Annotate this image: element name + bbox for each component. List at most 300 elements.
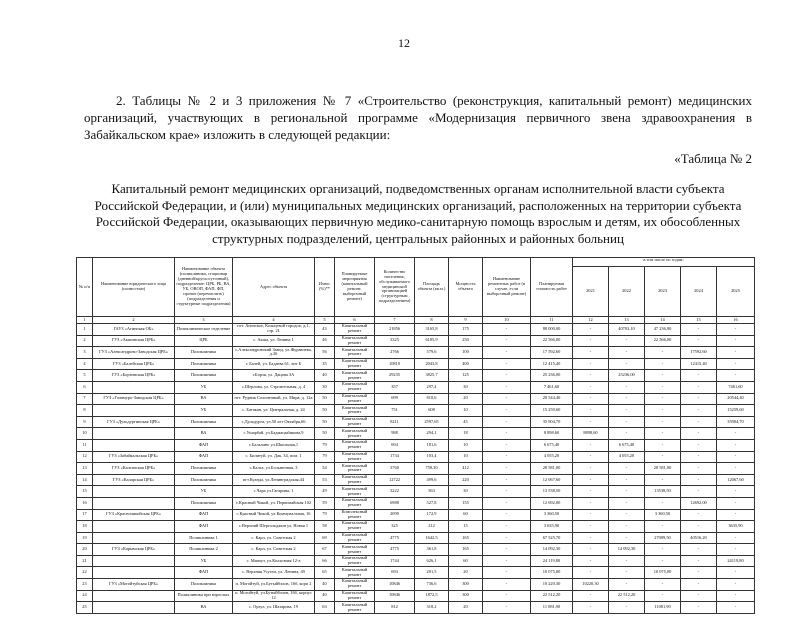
cost-2022: - bbox=[609, 555, 645, 567]
planned-cost: 10 220,30 bbox=[531, 579, 573, 591]
cost-2022: - bbox=[609, 381, 645, 393]
cost-2022: - bbox=[609, 509, 645, 521]
row-number: 9 bbox=[77, 416, 93, 428]
header-year: 2021 bbox=[573, 267, 609, 317]
cost-2022: - bbox=[609, 428, 645, 440]
capital-repair-table bbox=[76, 257, 755, 614]
object-name: Поликлиника bbox=[175, 347, 233, 359]
cost-2023: - bbox=[645, 497, 681, 509]
object-address: с.Александровский Завод, ул.Журавлева, д.26 bbox=[233, 347, 315, 359]
population: 1734 bbox=[375, 451, 415, 463]
column-number: 3 bbox=[175, 317, 233, 324]
cost-2024: - bbox=[681, 439, 717, 451]
capacity: 250 bbox=[449, 335, 483, 347]
object-address: с. Маноут, ул.Колхозная 12-а bbox=[233, 555, 315, 567]
planned-measures: Капитальный ремонт bbox=[335, 324, 375, 336]
capacity: 300 bbox=[449, 579, 483, 591]
table-row bbox=[77, 324, 755, 336]
wear-percent: 40 bbox=[315, 590, 335, 602]
header-org: Наименование юридического лица (полностью) bbox=[93, 258, 175, 317]
object-address: с. Орзул, ул. Шазарова, 19 bbox=[233, 602, 315, 614]
cost-2021: - bbox=[573, 602, 609, 614]
cost-2022: - bbox=[609, 602, 645, 614]
wear-percent: 54 bbox=[315, 463, 335, 475]
table-row bbox=[77, 590, 755, 602]
object-name: ВА bbox=[175, 393, 233, 405]
row-number: 16 bbox=[77, 497, 93, 509]
planned-cost: 22 512,20 bbox=[531, 590, 573, 602]
table-row bbox=[77, 381, 755, 393]
cost-2023: 47 236,90 bbox=[645, 324, 681, 336]
planned-cost: 22 566,00 bbox=[531, 335, 573, 347]
planned-measures: Капитальный ремонт bbox=[335, 428, 375, 440]
cost-2021: - bbox=[573, 451, 609, 463]
cost-2023: 10 075,00 bbox=[645, 567, 681, 579]
population: 693 bbox=[375, 567, 415, 579]
object-name: ВА bbox=[175, 602, 233, 614]
row-number: 5 bbox=[77, 370, 93, 382]
area: 361,8 bbox=[415, 544, 449, 556]
cost-2021: 8898,60 bbox=[573, 428, 609, 440]
cost-2024: - bbox=[681, 474, 717, 486]
column-number: 10 bbox=[483, 317, 531, 324]
cost-2024: - bbox=[681, 555, 717, 567]
population: 4775 bbox=[375, 544, 415, 556]
cost-2023: - bbox=[645, 590, 681, 602]
cost-2025: - bbox=[717, 463, 755, 475]
planned-cost: 14 092,30 bbox=[531, 544, 573, 556]
cost-2023: - bbox=[645, 405, 681, 417]
row-number: 2 bbox=[77, 335, 93, 347]
object-address: с.Шерлова, ул. Строительная, д. 4 bbox=[233, 381, 315, 393]
column-number: 7 bbox=[375, 317, 415, 324]
object-name: Поликлиника 1 bbox=[175, 532, 233, 544]
cost-2024: - bbox=[681, 393, 717, 405]
capacity: 20 bbox=[449, 393, 483, 405]
cost-2023: 27009,50 bbox=[645, 532, 681, 544]
table-title: Капитальный ремонт медицинских организаций, подведомственных органам исполнительной власти субъекта Российской Федерации, и (или) муниципальных медицинских организаций, расположенных на территории субъекта Российской Федерации, оказывающих первичную медико-санитарную помощь взрослым и детям, их обособленных структурных подразделений, центральных районных и районных больниц bbox=[94, 181, 742, 246]
capacity: 400 bbox=[449, 358, 483, 370]
header-year: 2023 bbox=[645, 267, 681, 317]
cost-2024: - bbox=[681, 521, 717, 533]
column-number: 14 bbox=[645, 317, 681, 324]
org-name: ГУЗ «Газимуро-Заводская ЦРБ» bbox=[93, 393, 175, 405]
cost-2024: - bbox=[681, 544, 717, 556]
row-number: 22 bbox=[77, 567, 93, 579]
object-address: с.Ушарбай, ул.Бадмацыбикова,9 bbox=[233, 428, 315, 440]
capacity: 45 bbox=[449, 416, 483, 428]
cost-2025: - bbox=[717, 428, 755, 440]
capacity: 10 bbox=[449, 451, 483, 463]
cost-2022: - bbox=[609, 567, 645, 579]
cost-2023: - bbox=[645, 347, 681, 359]
population: 10846 bbox=[375, 590, 415, 602]
row-number: 13 bbox=[77, 463, 93, 475]
area: 103,4 bbox=[415, 451, 449, 463]
cost-2021: - bbox=[573, 324, 609, 336]
table-row bbox=[77, 602, 755, 614]
planned-cost: 3 635,90 bbox=[531, 521, 573, 533]
population: 10810 bbox=[375, 358, 415, 370]
area: 626,1 bbox=[415, 555, 449, 567]
org-name: ГУЗ «Забайкальская ЦРБ» bbox=[93, 451, 175, 463]
area: 736,6 bbox=[415, 579, 449, 591]
planned-cost: 17 592,60 bbox=[531, 347, 573, 359]
cost-2021: 10220,30 bbox=[573, 579, 609, 591]
area: 318,2 bbox=[415, 602, 449, 614]
org-name bbox=[93, 486, 175, 498]
planned-measures: Комплексный ремонт bbox=[335, 509, 375, 521]
cost-2023: 13538,50 bbox=[645, 486, 681, 498]
wear-percent: 79 bbox=[315, 509, 335, 521]
cost-2021: - bbox=[573, 532, 609, 544]
wear-percent: 56 bbox=[315, 347, 335, 359]
works: - bbox=[483, 347, 531, 359]
row-number: 4 bbox=[77, 358, 93, 370]
object-address: пгт.Куанда, ул.Ленинградская,44 bbox=[233, 474, 315, 486]
cost-2023: - bbox=[645, 393, 681, 405]
column-number: 13 bbox=[609, 317, 645, 324]
column-number: 12 bbox=[573, 317, 609, 324]
planned-cost: 88 000,00 bbox=[531, 324, 573, 336]
table-row bbox=[77, 486, 755, 498]
cost-2024: - bbox=[681, 381, 717, 393]
cost-2023: - bbox=[645, 451, 681, 463]
area: 563 bbox=[415, 486, 449, 498]
cost-2021: - bbox=[573, 521, 609, 533]
works: - bbox=[483, 335, 531, 347]
org-name bbox=[93, 555, 175, 567]
table-row bbox=[77, 393, 755, 405]
works: - bbox=[483, 497, 531, 509]
table-row bbox=[77, 521, 755, 533]
capacity: 155 bbox=[449, 497, 483, 509]
cost-2023: 3 360,50 bbox=[645, 509, 681, 521]
area: 3825,7 bbox=[415, 370, 449, 382]
column-number: 4 bbox=[233, 317, 315, 324]
area: 2597,65 bbox=[415, 416, 449, 428]
cost-2024: 17592,60 bbox=[681, 347, 717, 359]
cost-2021: - bbox=[573, 358, 609, 370]
wear-percent: 35 bbox=[315, 358, 335, 370]
population: 21856 bbox=[375, 324, 415, 336]
org-name: ГУЗ «Дульдургинская ЦРБ» bbox=[93, 416, 175, 428]
area: 1872,5 bbox=[415, 590, 449, 602]
row-number: 7 bbox=[77, 393, 93, 405]
wear-percent: 46 bbox=[315, 335, 335, 347]
object-address: г. Балей, ул. Бадаева 61, лит Б bbox=[233, 358, 315, 370]
table-row bbox=[77, 416, 755, 428]
table-row bbox=[77, 567, 755, 579]
population: 812 bbox=[375, 602, 415, 614]
capacity: 10 bbox=[449, 439, 483, 451]
wear-percent: 67 bbox=[315, 544, 335, 556]
cost-2024: 40516,20 bbox=[681, 532, 717, 544]
object-address: пгт. Агинское, Кольцевой городок, д.1, стр. 21 bbox=[233, 324, 315, 336]
works: - bbox=[483, 393, 531, 405]
org-name bbox=[93, 439, 175, 451]
table-caption: «Таблица № 2 bbox=[674, 151, 752, 166]
works: - bbox=[483, 381, 531, 393]
table-row bbox=[77, 405, 755, 417]
cost-2021: - bbox=[573, 439, 609, 451]
org-name bbox=[93, 567, 175, 579]
population: 4775 bbox=[375, 532, 415, 544]
planned-cost: 67 525,70 bbox=[531, 532, 573, 544]
cost-2021: - bbox=[573, 509, 609, 521]
planned-measures: Капитальный ремонт bbox=[335, 590, 375, 602]
org-name: ГУЗ «Красночикойская ЦРБ» bbox=[93, 509, 175, 521]
cost-2025: - bbox=[717, 451, 755, 463]
page-number: 12 bbox=[398, 36, 410, 50]
wear-percent: 40 bbox=[315, 579, 335, 591]
planned-measures: Капитальный ремонт bbox=[335, 567, 375, 579]
row-number: 18 bbox=[77, 521, 93, 533]
planned-cost: 11 081,90 bbox=[531, 602, 573, 614]
cost-2023: - bbox=[645, 439, 681, 451]
works: - bbox=[483, 579, 531, 591]
cost-2022: - bbox=[609, 347, 645, 359]
cost-2025: - bbox=[717, 567, 755, 579]
table-row bbox=[77, 358, 755, 370]
population: 2766 bbox=[375, 347, 415, 359]
planned-measures: Капитальный ремонт bbox=[335, 451, 375, 463]
cost-2025: - bbox=[717, 509, 755, 521]
capacity: 165 bbox=[449, 532, 483, 544]
population: 357 bbox=[375, 381, 415, 393]
object-address: с. Акша, ул. Ленина 1 bbox=[233, 335, 315, 347]
cost-2025: - bbox=[717, 532, 755, 544]
object-name: Поликлиника при взрослых bbox=[175, 590, 233, 602]
capacity: 20 bbox=[449, 567, 483, 579]
header-wear: Износ (%)** bbox=[315, 258, 335, 317]
cost-2022: - bbox=[609, 532, 645, 544]
planned-cost: 10 075,00 bbox=[531, 567, 573, 579]
population: 751 bbox=[375, 405, 415, 417]
wear-percent: 63 bbox=[315, 602, 335, 614]
cost-2022: 22 512,20 bbox=[609, 590, 645, 602]
table-row bbox=[77, 451, 755, 463]
cost-2025: - bbox=[717, 602, 755, 614]
object-name: ЦРБ bbox=[175, 335, 233, 347]
object-name: УБ bbox=[175, 555, 233, 567]
capacity: 60 bbox=[449, 509, 483, 521]
org-name: ГУЗ «Каларская ЦРБ» bbox=[93, 474, 175, 486]
wear-percent: 50 bbox=[315, 428, 335, 440]
object-name: ВА bbox=[175, 428, 233, 440]
planned-measures: Капитальный ремонт bbox=[335, 532, 375, 544]
org-name bbox=[93, 497, 175, 509]
object-name: Поликлиника bbox=[175, 497, 233, 509]
cost-2022: 4 055,20 bbox=[609, 451, 645, 463]
area: 527,8 bbox=[415, 497, 449, 509]
planned-cost: 7 461,60 bbox=[531, 381, 573, 393]
works: - bbox=[483, 474, 531, 486]
cost-2022: 25236,00 bbox=[609, 370, 645, 382]
cost-2021: - bbox=[573, 416, 609, 428]
row-number: 17 bbox=[77, 509, 93, 521]
cost-2025: 3635,90 bbox=[717, 521, 755, 533]
population: 10846 bbox=[375, 579, 415, 591]
works: - bbox=[483, 486, 531, 498]
cost-2025: 12067,60 bbox=[717, 474, 755, 486]
capacity: 300 bbox=[449, 590, 483, 602]
object-address: г.Борзя, ул. Дацана 3А bbox=[233, 370, 315, 382]
header-population: Количество населения, обслуживаемого медицинской организацией (структурным подразделением) bbox=[375, 258, 415, 317]
area: 181,6 bbox=[415, 439, 449, 451]
column-number: 1 bbox=[77, 317, 93, 324]
wear-percent: 65 bbox=[315, 567, 335, 579]
wear-percent: 53 bbox=[315, 474, 335, 486]
object-name: Поликлиника bbox=[175, 474, 233, 486]
planned-measures: Капитальный ремонт bbox=[335, 497, 375, 509]
cost-2023: - bbox=[645, 544, 681, 556]
org-name: ГУЗ «Карымская ЦРБ» bbox=[93, 544, 175, 556]
cost-2025: - bbox=[717, 486, 755, 498]
cost-2021: - bbox=[573, 370, 609, 382]
capacity: 60 bbox=[449, 555, 483, 567]
cost-2022: - bbox=[609, 497, 645, 509]
capacity: 412 bbox=[449, 463, 483, 475]
cost-2022: 40703,10 bbox=[609, 324, 645, 336]
row-number: 8 bbox=[77, 405, 93, 417]
org-name bbox=[93, 428, 175, 440]
population: 3222 bbox=[375, 486, 415, 498]
works: - bbox=[483, 602, 531, 614]
cost-2022: - bbox=[609, 486, 645, 498]
population: 3760 bbox=[375, 463, 415, 475]
object-address: с. Верхняя Усугли, ул. Ленина, 49 bbox=[233, 567, 315, 579]
area: 294,1 bbox=[415, 428, 449, 440]
wear-percent: 79 bbox=[315, 451, 335, 463]
planned-measures: Капитальный ремонт bbox=[335, 416, 375, 428]
object-name: Поликлиника bbox=[175, 416, 233, 428]
planned-measures: Капитальный ремонт bbox=[335, 579, 375, 591]
cost-2024: - bbox=[681, 590, 717, 602]
population: 694 bbox=[375, 439, 415, 451]
cost-2022: - bbox=[609, 358, 645, 370]
org-name: ГУЗ «Акшинская ЦРБ» bbox=[93, 335, 175, 347]
cost-2024: - bbox=[681, 416, 717, 428]
planned-measures: Капитальный ремонт bbox=[335, 439, 375, 451]
cost-2022: - bbox=[609, 579, 645, 591]
area: 172,9 bbox=[415, 509, 449, 521]
cost-2024: - bbox=[681, 428, 717, 440]
cost-2024: - bbox=[681, 509, 717, 521]
cost-2022: 6 675,40 bbox=[609, 439, 645, 451]
cost-2025: - bbox=[717, 497, 755, 509]
planned-cost: 4 055,20 bbox=[531, 451, 573, 463]
object-name: УБ bbox=[175, 486, 233, 498]
cost-2021: - bbox=[573, 335, 609, 347]
cost-2024: - bbox=[681, 324, 717, 336]
column-number: 11 bbox=[531, 317, 573, 324]
wear-percent: 50 bbox=[315, 416, 335, 428]
planned-cost: 13 538,50 bbox=[531, 486, 573, 498]
cost-2025: - bbox=[717, 335, 755, 347]
row-number: 3 bbox=[77, 347, 93, 359]
cost-2025: 20544,40 bbox=[717, 393, 755, 405]
wear-percent: 58 bbox=[315, 521, 335, 533]
column-number: 15 bbox=[681, 317, 717, 324]
cost-2025: - bbox=[717, 544, 755, 556]
object-name: УБ bbox=[175, 405, 233, 417]
works: - bbox=[483, 555, 531, 567]
planned-measures: Капитальный ремонт bbox=[335, 381, 375, 393]
population: 988 bbox=[375, 428, 415, 440]
cost-2021: - bbox=[573, 486, 609, 498]
cost-2022: - bbox=[609, 393, 645, 405]
cost-2024: - bbox=[681, 335, 717, 347]
cost-2024: - bbox=[681, 463, 717, 475]
object-address: п. Могойтуй, ул.Бутыйбэлов, 16б, корпус 12 bbox=[233, 590, 315, 602]
row-number: 14 bbox=[77, 474, 93, 486]
cost-2023: - bbox=[645, 521, 681, 533]
org-name bbox=[93, 381, 175, 393]
cost-2021: - bbox=[573, 474, 609, 486]
cost-2021: - bbox=[573, 347, 609, 359]
cost-2025: - bbox=[717, 347, 755, 359]
row-number: 21 bbox=[77, 555, 93, 567]
object-address: с.Бальзино ул.Школьная,1 bbox=[233, 439, 315, 451]
header-area: Площадь объекта (кв.м.) bbox=[415, 258, 449, 317]
header-year: 2025 bbox=[717, 267, 755, 317]
cost-2023: 28 581,00 bbox=[645, 463, 681, 475]
capacity: 125 bbox=[449, 370, 483, 382]
cost-2021: - bbox=[573, 555, 609, 567]
object-address: с. Билитуй, ул. Дак, 34, пом. 1 bbox=[233, 451, 315, 463]
capacity: 20 bbox=[449, 602, 483, 614]
cost-2024: - bbox=[681, 602, 717, 614]
object-name: ФАП bbox=[175, 509, 233, 521]
cost-2021: - bbox=[573, 405, 609, 417]
works: - bbox=[483, 463, 531, 475]
table-row bbox=[77, 439, 755, 451]
object-name: Поликлиника bbox=[175, 370, 233, 382]
object-address: с.Красный Чикой, ул.Коммунальная, 16 bbox=[233, 509, 315, 521]
object-name: ФАП bbox=[175, 451, 233, 463]
org-name: ГУЗ «Борзинская ЦРБ» bbox=[93, 370, 175, 382]
population: 6988 bbox=[375, 497, 415, 509]
column-number: 16 bbox=[717, 317, 755, 324]
table-row bbox=[77, 509, 755, 521]
wear-percent: 59 bbox=[315, 497, 335, 509]
object-name: УБ bbox=[175, 381, 233, 393]
area: 499,6 bbox=[415, 474, 449, 486]
works: - bbox=[483, 324, 531, 336]
cost-2025: - bbox=[717, 358, 755, 370]
cost-2023: - bbox=[645, 370, 681, 382]
object-address: с. Батакан, ул. Центральная, д. 24 bbox=[233, 405, 315, 417]
object-name: Поликлиническое отделение bbox=[175, 324, 233, 336]
planned-cost: 12 067,60 bbox=[531, 474, 573, 486]
cost-2023: 22 566,00 bbox=[645, 335, 681, 347]
wear-percent: 66 bbox=[315, 555, 335, 567]
table-row bbox=[77, 463, 755, 475]
capacity: 30 bbox=[449, 381, 483, 393]
cost-2021: - bbox=[573, 381, 609, 393]
planned-measures: Капитальный ремонт bbox=[335, 347, 375, 359]
header-years-group: в том числе по годам: bbox=[573, 258, 755, 267]
cost-2024: - bbox=[681, 370, 717, 382]
org-name: ГУЗ «Балейская ЦРБ» bbox=[93, 358, 175, 370]
cost-2022: - bbox=[609, 521, 645, 533]
object-name: ФАП bbox=[175, 567, 233, 579]
cost-2023: - bbox=[645, 381, 681, 393]
row-number: 1 bbox=[77, 324, 93, 336]
wear-percent: 30 bbox=[315, 381, 335, 393]
row-number: 12 bbox=[77, 451, 93, 463]
